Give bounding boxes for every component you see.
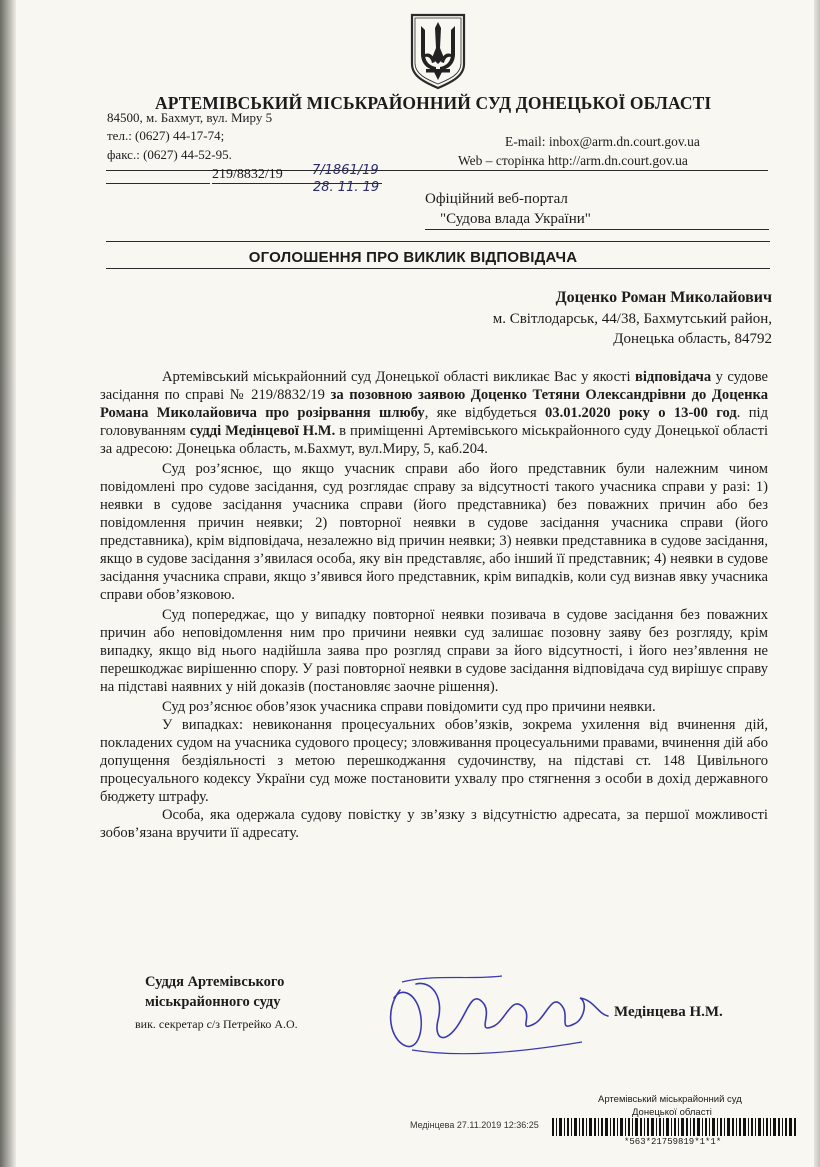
signatory-title-2: міськрайонного суду <box>145 994 281 1010</box>
summons-claim: за позовною заявою Доценко Тетяни Олександрівни до Доценка Романа Миколайовича про розірвання шлюбу <box>100 387 768 421</box>
scan-shadow-right <box>814 0 820 1167</box>
summons-text: Артемівський міськрайонний суд Донецької області викликає Вас у якості <box>162 369 635 385</box>
court-phone: тел.: (0627) 44-17-74; <box>107 128 225 143</box>
recipient-address-1: м. Світлодарськ, 44/38, Бахмутський район, <box>492 311 772 327</box>
court-address: 84500, м. Бахмут, вул. Миру 5 <box>107 110 273 125</box>
title-rule-top <box>106 241 770 242</box>
registration-number: 219/8832/19 <box>212 167 283 182</box>
court-email: E-mail: inbox@arm.dn.court.gov.ua <box>505 134 700 149</box>
secretary-name: вик. секретар с/з Петрейко А.О. <box>135 1017 298 1031</box>
judge-name: Медінцева Н.М. <box>614 1004 723 1020</box>
handwritten-reg-date: 28. 11. 19 <box>313 180 380 195</box>
registration-line <box>106 183 210 184</box>
recipient-name: Доценко Роман Миколайович <box>555 289 772 306</box>
summons-text-2: , яке відбудеться <box>424 405 545 421</box>
handwritten-reg-number: 7/1861/19 <box>312 163 379 178</box>
paragraph-warning: Суд попереджає, що у випадку повторної неявки позивача в судове засідання без поважних причин або неповідомлення ним про причини неявки суд залишає позовну заяву без розгляду, крім випадку, якщо від нього надійшла заява про розгляд справи за його відсутності, і його нез’явлення не перешкоджає вирішенню спору. У разі повторної неявки в судове засідання відповідача суд вирішує справу на підставі наявних у ній доказів (постановляє заочне рішення). <box>100 607 768 695</box>
hearing-location: в приміщенні Артемівського міськрайонного суду Донецької області за адресою: Донецька область, м.Бахмут, вул.Миру, 5, каб.204. <box>100 423 768 457</box>
court-website: Web – сторінка http://arm.dn.court.gov.ua <box>458 153 688 168</box>
coat-of-arms-icon <box>408 12 468 90</box>
addressee-line-1: Офіційний веб-портал <box>425 191 568 207</box>
court-fax: факс.: (0627) 44-52-95. <box>107 147 232 162</box>
stamp-court-line-2: Донецької області <box>632 1107 712 1118</box>
addressee-rule <box>425 229 769 230</box>
summons-text-3: . під головуванням <box>100 405 769 439</box>
barcode-icon <box>552 1118 796 1136</box>
hearing-datetime: 03.01.2020 року о 13-00 год <box>545 405 737 421</box>
addressee-line-2: "Судова влада України" <box>440 211 591 227</box>
paragraph-absence-rules: Суд роз’яснює, що якщо учасник справи або його представник були належним чином повідомлені про судове засідання, суд розглядає справу за відсутності такого учасника справи у разі: 1) неявки в судове засідання учасника справи (його представника) без поважних причин або без повідомлення причин неявки; 2) повторної неявки в судове засідання учасника справи (його представника), крім відповідача, незалежно від причин неявки; 3) неявки представника в судове засідання, якщо в судове засідання з’явилася особа, яку він представляє, або інший її представник; 4) неявки в судове засідання учасника справи, якщо з’явився його представник, крім випадків, коли суд визнав явку учасника справи обов’язковою. <box>100 461 768 603</box>
paragraph-duty: Суд роз’яснює обов’язок учасника справи повідомити суд про причини неявки. <box>162 699 656 715</box>
court-name: АРТЕМІВСЬКИЙ МІСЬКРАЙОННИЙ СУД ДОНЕЦЬКОЇ ОБЛАСТІ <box>155 93 712 113</box>
summons-case: у судове засідання по справі № 219/8832/19 <box>100 369 768 403</box>
barcode-number: *563*21759819*1*1* <box>624 1137 722 1147</box>
paragraph-delivery: Особа, яка одержала судову повістку у зв’язку з відсутністю адресата, за першої можливості зобов’язана вручити її адресату. <box>100 807 768 841</box>
stamp-signature-line: Медінцева 27.11.2019 12:36:25 <box>410 1120 539 1130</box>
signatory-title-1: Суддя Артемівського <box>145 974 285 990</box>
notice-body <box>100 368 768 842</box>
header-rule <box>106 170 768 171</box>
handwritten-signature <box>372 950 632 1070</box>
stamp-court-line-1: Артемівський міськрайонний суд <box>598 1094 742 1105</box>
paragraph-fines: У випадках: невиконання процесуальних обов’язків, зокрема ухилення від вчинення дій, покладених судом на учасника судового процесу; зловживання процесуальними правами, вчинення дій або допущення бездіяльності з метою перешкоджання судочинству, на підставі ст. 148 Цивільного процесуального кодексу України суд може постановити ухвалу про стягнення з особи в дохід державного бюджету штрафу. <box>100 717 768 805</box>
presiding-judge: судді Медінцевої Н.М. <box>189 423 336 439</box>
document-title <box>0 249 820 266</box>
title-rule-bottom <box>106 268 770 269</box>
document-title-text: ОГОЛОШЕННЯ ПРО ВИКЛИК ВІДПОВІДАЧА <box>248 249 578 266</box>
summons-role: відповідача <box>634 369 712 385</box>
paragraph-summons <box>100 368 768 458</box>
scan-shadow-left <box>0 0 16 1167</box>
recipient-address-2: Донецька область, 84792 <box>613 331 772 347</box>
